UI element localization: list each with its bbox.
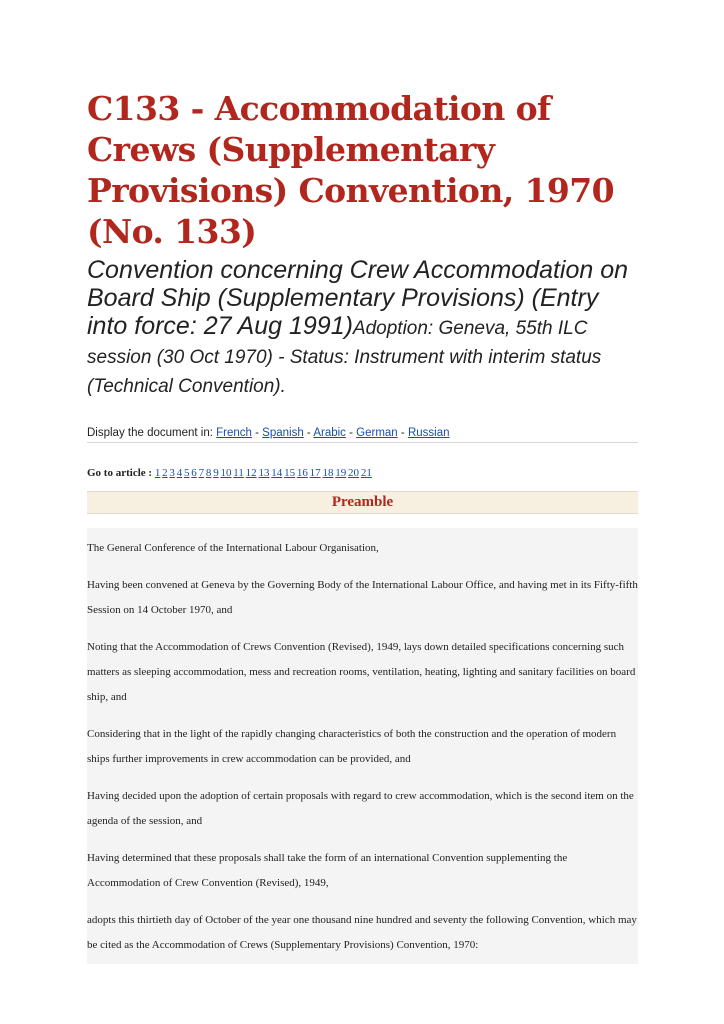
language-link-spanish[interactable]: Spanish	[262, 427, 304, 439]
article-link-3[interactable]: 3	[169, 467, 175, 479]
language-link-french[interactable]: French	[216, 427, 252, 439]
language-link-german[interactable]: German	[356, 427, 398, 439]
article-link-5[interactable]: 5	[184, 467, 190, 479]
article-link-8[interactable]: 8	[205, 467, 212, 479]
article-link-16[interactable]: 16	[296, 467, 308, 479]
document-page	[87, 88, 638, 964]
article-link-21[interactable]: 21	[360, 467, 372, 479]
preamble-heading: Preamble	[87, 491, 638, 514]
go-to-article	[87, 467, 638, 491]
preamble-paragraph: Having determined that these proposals shall take the form of an international Convention supplementing the Accommodation of Crew Convention (Revised), 1949,	[87, 852, 568, 889]
subtitle-main: Convention concerning Crew Accommodation on Board Ship (Supplementary Provisions) (Entry into force: 27 Aug 1991)	[87, 256, 629, 340]
article-link-1[interactable]: 1	[154, 467, 161, 479]
preamble-paragraph: The General Conference of the International Labour Organisation,	[87, 542, 379, 554]
preamble-paragraph: Having been convened at Geneva by the Governing Body of the International Labour Office, and having met in its Fifty-fifth Session on 14 October 1970, and	[87, 579, 638, 616]
article-link-15[interactable]: 15	[284, 467, 296, 479]
article-link-19[interactable]: 19	[335, 467, 347, 479]
go-to-article-label: Go to article :	[87, 467, 153, 479]
preamble-paragraph: Considering that in the light of the rapidly changing characteristics of both the construction and the operation of modern ships further improvements in crew accommodation can be provided, and	[87, 728, 617, 765]
preamble-paragraph: Having decided upon the adoption of certain proposals with regard to crew accommodation, which is the second item on the agenda of the session, and	[87, 790, 634, 827]
language-link-russian[interactable]: Russian	[407, 427, 450, 439]
article-link-17[interactable]: 17	[309, 467, 321, 479]
preamble-paragraph: adopts this thirtieth day of October of the year one thousand nine hundred and seventy the following Convention, which may be cited as the Accommodation of Crews (Supplementary Provisions) Convention, 1970:	[87, 914, 637, 951]
article-link-20[interactable]: 20	[348, 467, 360, 479]
subtitle-details: Adoption: Geneva, 55th ILC session (30 Oct 1970) - Status: Instrument with interim status (Technical Convention).	[87, 318, 602, 397]
article-link-12[interactable]: 12	[245, 467, 257, 479]
article-links	[155, 467, 374, 479]
language-separator: -	[251, 427, 263, 439]
article-link-2[interactable]: 2	[162, 467, 168, 479]
article-link-7[interactable]: 7	[198, 467, 205, 479]
article-link-9[interactable]: 9	[213, 467, 219, 479]
article-link-14[interactable]: 14	[271, 467, 283, 479]
article-link-11[interactable]: 11	[233, 467, 244, 479]
language-separator: -	[345, 427, 357, 439]
language-separator: -	[397, 427, 408, 439]
display-languages	[87, 427, 638, 443]
article-link-4[interactable]: 4	[176, 467, 183, 479]
language-links	[216, 427, 449, 439]
page-title: C133 - Accommodation of Crews (Supplementary Provisions) Convention, 1970 (No. 133)	[87, 89, 614, 251]
language-separator: -	[303, 427, 314, 439]
article-link-18[interactable]: 18	[322, 467, 334, 479]
article-link-6[interactable]: 6	[191, 467, 197, 479]
preamble-paragraph: Noting that the Accommodation of Crews Convention (Revised), 1949, lays down detailed specifications concerning such matters as sleeping accommodation, mess and recreation rooms, ventilation, heating, lighting and sanitary facilities on board ship, and	[87, 641, 636, 703]
convention-subtitle	[87, 256, 638, 399]
article-link-10[interactable]: 10	[220, 467, 232, 479]
preamble-body	[87, 528, 638, 964]
display-prefix: Display the document in:	[87, 427, 217, 439]
language-link-arabic[interactable]: Arabic	[313, 427, 346, 439]
article-link-13[interactable]: 13	[258, 467, 270, 479]
